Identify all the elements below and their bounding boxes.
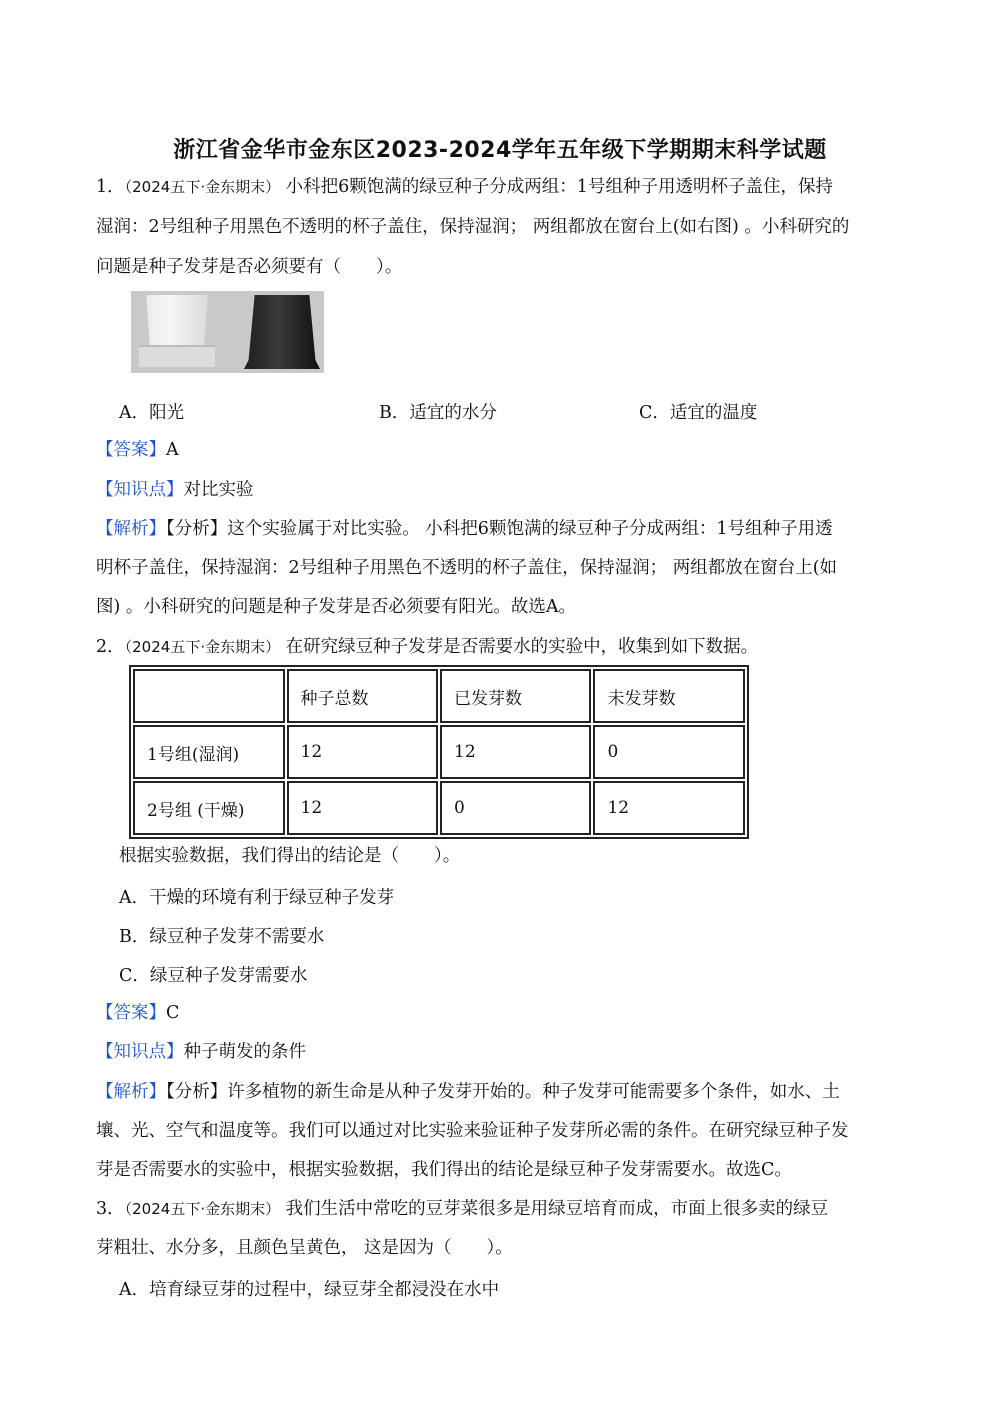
table-cell: 2号组 (干燥) (133, 781, 285, 835)
table-cell: 12 (287, 725, 438, 779)
q2-number: 2． (96, 637, 125, 657)
q1-stem-line-2: 湿润：2号组种子用黑色不透明的杯子盖住，保持湿润； 两组都放在窗台上(如右图) 。小科研究的 (96, 217, 850, 237)
q2-analysis-line-2: 壤、光、空气和温度等。我们可以通过对比实验来验证种子发芽所必需的条件。在研究绿豆种子发 (96, 1121, 849, 1141)
table-header-cell (133, 669, 285, 723)
q2-option-a: A．干燥的环境有利于绿豆种子发芽 (119, 888, 395, 908)
q2-source: （2024五下·金东期末） (124, 638, 281, 656)
cups-experiment-image (131, 291, 324, 373)
transparent-cup-base (139, 345, 215, 367)
table-header-cell: 种子总数 (287, 669, 438, 723)
q1-stem-line-3: 问题是种子发芽是否必须要有（ ）。 (96, 257, 403, 277)
table-header-row (133, 669, 745, 723)
table-cell: 0 (440, 781, 591, 835)
q1-stem-line-1 (96, 176, 833, 198)
q1-source: （2024五下·金东期末） (124, 178, 281, 196)
table-row (133, 725, 745, 779)
table-cell: 12 (440, 725, 591, 779)
q1-option-c: C．适宜的温度 (639, 403, 758, 423)
q2-kp-label: 【知识点】 (96, 1042, 184, 1062)
q3-number: 3． (96, 1199, 125, 1219)
q1-answer-value: A (166, 440, 179, 460)
q2-data-table (129, 665, 749, 839)
q1-kp-label: 【知识点】 (96, 480, 184, 500)
q2-analysis-text-1: 【分析】许多植物的新生命是从种子发芽开始的。种子发芽可能需要多个条件，如水、土 (166, 1082, 840, 1102)
q1-option-b: B．适宜的水分 (379, 403, 497, 423)
q1-analysis-label: 【解析】 (96, 519, 166, 539)
q1-number: 1． (96, 177, 125, 197)
q2-answer-label: 【答案】 (96, 1003, 166, 1023)
q2-stem-line (96, 636, 758, 658)
q2-answer-value: C (166, 1003, 180, 1023)
black-cup (244, 295, 320, 369)
table-row (133, 781, 745, 835)
q1-analysis-text-1: 【分析】这个实验属于对比实验。 小科把6颗饱满的绿豆种子分成两组：1号组种子用透 (166, 519, 833, 539)
q2-option-c: C．绿豆种子发芽需要水 (119, 966, 308, 986)
q2-analysis-label: 【解析】 (96, 1082, 166, 1102)
q1-analysis-line-2: 明杯子盖住，保持湿润：2号组种子用黑色不透明的杯子盖住，保持湿润； 两组都放在窗台上(如 (96, 558, 838, 578)
q2-question: 根据实验数据，我们得出的结论是（ ）。 (119, 846, 461, 866)
q1-analysis-line-1 (96, 518, 833, 540)
table-header-cell: 未发芽数 (593, 669, 745, 723)
q2-stem-text: 在研究绿豆种子发芽是否需要水的实验中，收集到如下数据。 (285, 637, 759, 657)
q2-analysis-line-1 (96, 1081, 840, 1103)
q1-answer-label: 【答案】 (96, 440, 166, 460)
table-cell: 12 (287, 781, 438, 835)
q2-analysis-line-3: 芽是否需要水的实验中，根据实验数据，我们得出的结论是绿豆种子发芽需要水。故选C。 (96, 1160, 792, 1180)
q1-analysis-line-3: 图) 。小科研究的问题是种子发芽是否必须要有阳光。故选A。 (96, 597, 577, 617)
q2-knowledge-point (96, 1041, 306, 1063)
q2-kp-value: 种子萌发的条件 (183, 1042, 306, 1062)
table-cell: 0 (593, 725, 745, 779)
table-header-cell: 已发芽数 (440, 669, 591, 723)
q3-option-a: A．培育绿豆芽的过程中，绿豆芽全都浸没在水中 (119, 1280, 500, 1300)
table-cell: 12 (593, 781, 745, 835)
page-title: 浙江省金华市金东区2023-2024学年五年级下学期期末科学试题 (173, 138, 827, 163)
q1-knowledge-point (96, 479, 254, 501)
q1-kp-value: 对比实验 (183, 480, 254, 500)
q2-answer (96, 1002, 179, 1024)
q3-source: （2024五下·金东期末） (124, 1200, 281, 1218)
q1-answer (96, 439, 179, 461)
q2-option-b: B．绿豆种子发芽不需要水 (119, 927, 325, 947)
q1-option-a: A．阳光 (119, 403, 185, 423)
q3-stem-line-2: 芽粗壮、水分多，且颜色呈黄色， 这是因为（ ）。 (96, 1238, 513, 1258)
q3-stem-line-1 (96, 1198, 828, 1220)
table-cell: 1号组(湿润) (133, 725, 285, 779)
q1-stem-text-1: 小科把6颗饱满的绿豆种子分成两组：1号组种子用透明杯子盖住，保持 (285, 177, 833, 197)
q3-stem-text-1: 我们生活中常吃的豆芽菜很多是用绿豆培育而成，市面上很多卖的绿豆 (285, 1199, 829, 1219)
